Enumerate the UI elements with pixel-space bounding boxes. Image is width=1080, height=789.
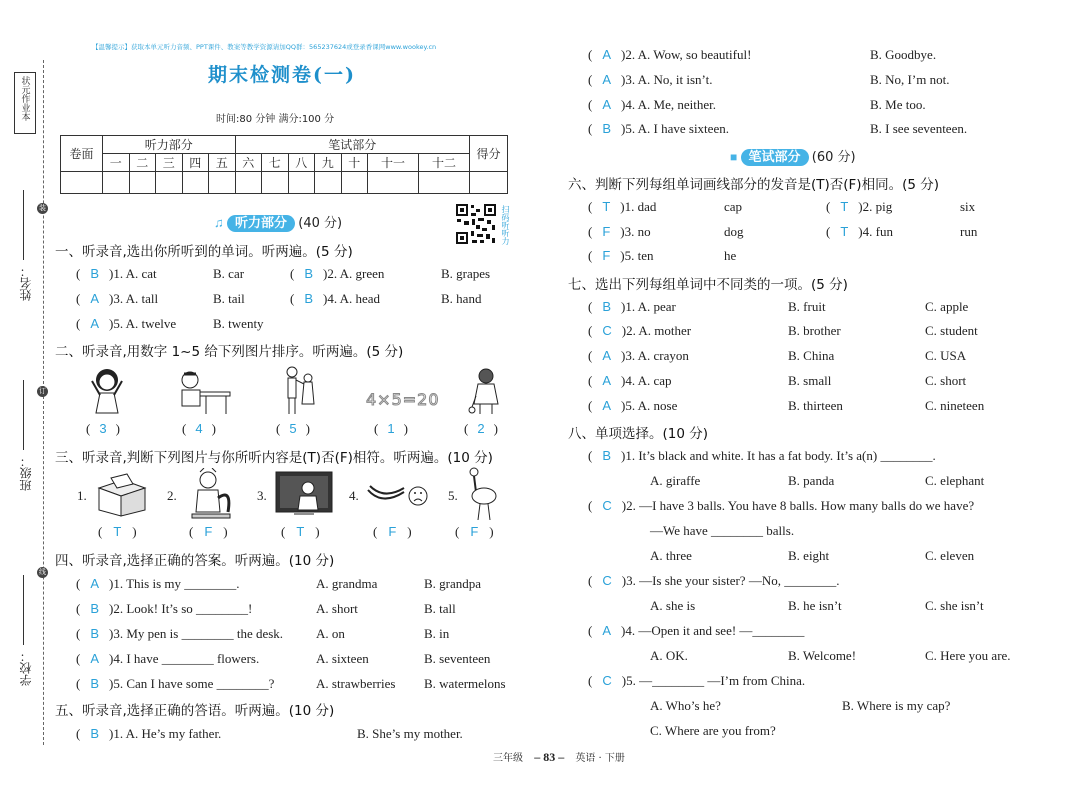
sec3-answer-1[interactable]: ( T ) bbox=[98, 524, 137, 539]
sec5-heading: 五、听录音,选择正确的答语。听两遍。(10 分) bbox=[55, 703, 335, 719]
answer: C bbox=[602, 573, 612, 588]
score-label-defen: 得分 bbox=[470, 136, 508, 172]
sec8-q4-c: C. Here you are. bbox=[925, 648, 1011, 663]
score-col: 七 bbox=[262, 154, 289, 172]
sec8-q4[interactable]: ( A )4. —Open it and see! —________ bbox=[588, 623, 805, 638]
sec8-q3-b: B. he isn’t bbox=[788, 598, 842, 613]
answer: T bbox=[296, 524, 305, 539]
sec4-q3-b: B. in bbox=[424, 626, 450, 641]
answer: A bbox=[90, 576, 100, 591]
sec2-answer-2[interactable]: ( 4 ) bbox=[182, 421, 216, 436]
sec7-q2-b: B. brother bbox=[788, 323, 841, 338]
score-cell[interactable] bbox=[235, 172, 262, 194]
question-text: )1. A. pear bbox=[621, 299, 676, 314]
box-image bbox=[93, 470, 149, 518]
question-text: )4. —Open it and see! —________ bbox=[621, 623, 805, 638]
score-col: 三 bbox=[156, 154, 183, 172]
sec6-q4[interactable]: ( T )4. fun bbox=[826, 224, 893, 239]
cube-icon: ■ bbox=[730, 150, 738, 164]
answer: A bbox=[90, 291, 100, 306]
sec4-q5-a: A. strawberries bbox=[316, 676, 396, 691]
sec6-q3[interactable]: ( F )3. no bbox=[588, 224, 651, 239]
sec5-q3[interactable]: ( A )3. A. No, it isn’t. bbox=[588, 72, 713, 87]
sec4-q4-b: B. seventeen bbox=[424, 651, 491, 666]
sec4-q3-a: A. on bbox=[316, 626, 345, 641]
headphones-icon: ♫ bbox=[214, 215, 224, 230]
sec7-q3-b: B. China bbox=[788, 348, 835, 363]
teacher-blackboard-image bbox=[274, 470, 334, 516]
sec7-q5-c: C. nineteen bbox=[925, 398, 985, 413]
question-text: )5. Can I have some ________? bbox=[109, 676, 275, 691]
math-equation: 4×5=20 bbox=[366, 390, 440, 409]
sec8-q5-b: B. Where is my cap? bbox=[842, 698, 951, 713]
writing-part-title: 笔试部分 bbox=[741, 149, 809, 166]
sec6-q5[interactable]: ( F )5. ten bbox=[588, 248, 654, 263]
score-col: 一 bbox=[103, 154, 130, 172]
sec3-answer-2[interactable]: ( F ) bbox=[189, 524, 228, 539]
question-text: )3. My pen is ________ the desk. bbox=[109, 626, 284, 641]
name-label: 姓名： bbox=[19, 265, 33, 301]
answer: A bbox=[602, 398, 612, 413]
sec4-q5-b: B. watermelons bbox=[424, 676, 506, 691]
sec6-q3-w: dog bbox=[724, 224, 744, 239]
sec4-q2-b: B. tall bbox=[424, 601, 456, 616]
footer-grade: 三年级 bbox=[493, 753, 523, 764]
sec3-num-3: 3. bbox=[257, 488, 267, 503]
sec8-q1-a: A. giraffe bbox=[650, 473, 701, 488]
sec7-q3[interactable]: ( A )3. A. crayon bbox=[588, 348, 689, 363]
answer: T bbox=[113, 524, 122, 539]
sec7-q4-b: B. small bbox=[788, 373, 832, 388]
question-text: )3. A. tall bbox=[109, 291, 159, 306]
qr-code-icon[interactable] bbox=[455, 203, 497, 245]
answer: F bbox=[602, 224, 611, 239]
binding-line bbox=[43, 60, 44, 745]
answer: B bbox=[304, 291, 314, 306]
writing-part-badge bbox=[730, 146, 856, 165]
answer: B bbox=[90, 266, 100, 281]
writing-part-score: (60 分) bbox=[811, 150, 856, 165]
footer-subject: 英语 · 下册 bbox=[575, 753, 625, 764]
qr-caption: 扫码听听力 bbox=[501, 205, 510, 245]
question-text: )2. pig bbox=[858, 199, 893, 214]
question-text: )5. ten bbox=[620, 248, 654, 263]
sec7-q1[interactable]: ( B )1. A. pear bbox=[588, 299, 676, 314]
sec4-q1-b: B. grandpa bbox=[424, 576, 482, 591]
question-text: )4. A. cap bbox=[621, 373, 672, 388]
question-text: )4. A. Me, neither. bbox=[621, 97, 716, 112]
footer-page: – 83 – bbox=[534, 750, 565, 764]
sec2-answer-3[interactable]: ( 5 ) bbox=[276, 421, 310, 436]
sec4-q3[interactable]: ( B )3. My pen is ________ the desk. bbox=[76, 626, 284, 641]
question-text: )4. fun bbox=[858, 224, 893, 239]
answer: 3 bbox=[99, 421, 107, 436]
answer: A bbox=[602, 623, 612, 638]
answer: C bbox=[602, 323, 612, 338]
answer: A bbox=[90, 651, 100, 666]
sec5-q1-b: B. She’s my mother. bbox=[357, 726, 463, 741]
resource-tip: 【温馨提示】获取本单元听力音频、PPT课件、教案等教学资源请加QQ群：565237624或登录香课网www.wookey.cn bbox=[92, 43, 437, 51]
question-text: )1. A. He’s my father. bbox=[109, 726, 222, 741]
score-cell[interactable] bbox=[262, 172, 289, 194]
answer: F bbox=[470, 524, 479, 539]
score-table bbox=[60, 135, 508, 194]
sec8-q4-b: B. Welcome! bbox=[788, 648, 857, 663]
answer: B bbox=[602, 121, 612, 136]
score-cell[interactable] bbox=[288, 172, 315, 194]
question-text: )2. A. mother bbox=[621, 323, 692, 338]
sec5-q2[interactable]: ( A )2. A. Wow, so beautiful! bbox=[588, 47, 752, 62]
sec8-q2-b: B. eight bbox=[788, 548, 830, 563]
girl-with-flower-image bbox=[466, 366, 506, 416]
answer: B bbox=[90, 601, 100, 616]
question-text: )2. —I have 3 balls. You have 8 balls. How many balls do we have? bbox=[621, 498, 975, 513]
sec8-heading: 八、单项选择。(10 分) bbox=[568, 426, 709, 442]
score-col: 五 bbox=[209, 154, 236, 172]
page-title: 期末检测卷(一) bbox=[208, 64, 356, 86]
sec4-heading: 四、听录音,选择正确的答案。听两遍。(10 分) bbox=[55, 553, 335, 569]
answer: F bbox=[388, 524, 397, 539]
time-info: 时间:80 分钟 满分:100 分 bbox=[216, 114, 335, 125]
sec2-answer-5[interactable]: ( 2 ) bbox=[464, 421, 498, 436]
sec1-q4-b: B. hand bbox=[441, 291, 482, 306]
binding-dot-3: 线 bbox=[39, 568, 46, 576]
sec8-q5-a: A. Who’s he? bbox=[650, 698, 721, 713]
sec3-num-2: 2. bbox=[167, 488, 177, 503]
score-col: 九 bbox=[315, 154, 342, 172]
score-cell[interactable] bbox=[209, 172, 236, 194]
answer: C bbox=[602, 498, 612, 513]
footer bbox=[493, 749, 625, 765]
question-text: )1. This is my ________. bbox=[109, 576, 240, 591]
answer: B bbox=[304, 266, 314, 281]
answer: B bbox=[602, 299, 612, 314]
question-text: )4. A. head bbox=[323, 291, 381, 306]
sec7-q3-c: C. USA bbox=[925, 348, 967, 363]
ostrich-image bbox=[462, 466, 502, 522]
question-text: )1. A. cat bbox=[109, 266, 157, 281]
sec1-q3[interactable]: ( A )3. A. tall bbox=[76, 291, 159, 306]
sec8-q5-c: C. Where are you from? bbox=[650, 723, 776, 738]
book-label: 状元作业本 bbox=[19, 76, 30, 121]
score-label-juanmian: 卷面 bbox=[61, 136, 103, 172]
sec4-q4[interactable]: ( A )4. I have ________ flowers. bbox=[76, 651, 260, 666]
score-col: 六 bbox=[235, 154, 262, 172]
answer: A bbox=[90, 316, 100, 331]
score-label-writing: 笔试部分 bbox=[235, 136, 470, 154]
sec1-q1[interactable]: ( B )1. A. cat bbox=[76, 266, 157, 281]
class-field[interactable] bbox=[14, 380, 34, 500]
question-text: )5. A. twelve bbox=[109, 316, 177, 331]
answer: T bbox=[602, 199, 611, 214]
score-col: 二 bbox=[129, 154, 156, 172]
sec4-q5[interactable]: ( B )5. Can I have some ________? bbox=[76, 676, 275, 691]
answer: B bbox=[90, 676, 100, 691]
question-text: )4. I have ________ flowers. bbox=[109, 651, 260, 666]
school-field[interactable] bbox=[14, 575, 34, 695]
question-text: )5. A. nose bbox=[621, 398, 678, 413]
answer: A bbox=[602, 47, 612, 62]
sec3-num-5: 5. bbox=[448, 488, 458, 503]
sec2-heading: 二、听录音,用数字 1~5 给下列图片排序。听两遍。(5 分) bbox=[55, 344, 404, 360]
answer: A bbox=[602, 373, 612, 388]
score-cell[interactable] bbox=[341, 172, 368, 194]
bananas-sad-face-image bbox=[364, 478, 430, 512]
sec6-q5-w: he bbox=[724, 248, 737, 263]
sec7-q2-c: C. student bbox=[925, 323, 978, 338]
answer: A bbox=[602, 72, 612, 87]
answer: T bbox=[840, 224, 849, 239]
score-cell[interactable] bbox=[368, 172, 419, 194]
question-text: )3. A. crayon bbox=[621, 348, 689, 363]
sec8-q3-c: C. she isn’t bbox=[925, 598, 984, 613]
sec8-q2-c: C. eleven bbox=[925, 548, 975, 563]
question-text: )5. A. I have sixteen. bbox=[621, 121, 729, 136]
listening-part-badge bbox=[214, 212, 342, 231]
answer: B bbox=[602, 448, 612, 463]
sec7-q2[interactable]: ( C )2. A. mother bbox=[588, 323, 692, 338]
sec6-heading: 六、判断下列每组单词画线部分的发音是(T)否(F)相同。(5 分) bbox=[568, 177, 939, 193]
sec7-q1-c: C. apple bbox=[925, 299, 969, 314]
score-col: 十一 bbox=[368, 154, 419, 172]
class-label: 班级： bbox=[19, 455, 33, 491]
question-text: )3. —Is she your sister? —No, ________. bbox=[621, 573, 840, 588]
sec3-num-1: 1. bbox=[77, 488, 87, 503]
sec1-q5[interactable]: ( A )5. A. twelve bbox=[76, 316, 177, 331]
answer: 1 bbox=[387, 421, 395, 436]
sec7-q4[interactable]: ( A )4. A. cap bbox=[588, 373, 672, 388]
sec2-answer-4[interactable]: ( 1 ) bbox=[374, 421, 408, 436]
score-col: 八 bbox=[288, 154, 315, 172]
sec8-q1-c: C. elephant bbox=[925, 473, 985, 488]
girl-touching-head-image bbox=[82, 365, 132, 415]
sec5-q2-b: B. Goodbye. bbox=[870, 47, 937, 62]
sec7-q5[interactable]: ( A )5. A. nose bbox=[588, 398, 678, 413]
sec6-q2-w: six bbox=[960, 199, 976, 214]
sec7-q4-c: C. short bbox=[925, 373, 967, 388]
sec8-q3[interactable]: ( C )3. —Is she your sister? —No, ________. bbox=[588, 573, 840, 588]
binding-dot-1: 装 bbox=[39, 204, 46, 212]
sec3-answer-5[interactable]: ( F ) bbox=[455, 524, 494, 539]
question-text: )3. no bbox=[620, 224, 651, 239]
sec4-q2[interactable]: ( B )2. Look! It’s so ________! bbox=[76, 601, 253, 616]
sec4-q1-a: A. grandma bbox=[316, 576, 378, 591]
sec8-q5[interactable]: ( C )5. —________ —I’m from China. bbox=[588, 673, 806, 688]
sec8-q2[interactable]: ( C )2. —I have 3 balls. You have 8 balls. How many balls do we have? bbox=[588, 498, 975, 513]
answer: B bbox=[90, 626, 100, 641]
score-col: 十 bbox=[341, 154, 368, 172]
sec1-q3-b: B. tail bbox=[213, 291, 245, 306]
sec6-q2[interactable]: ( T )2. pig bbox=[826, 199, 893, 214]
answer: B bbox=[90, 726, 100, 741]
sec6-q1-w: cap bbox=[724, 199, 743, 214]
question-text: )3. A. No, it isn’t. bbox=[621, 72, 713, 87]
score-cell[interactable] bbox=[182, 172, 209, 194]
boy-at-desk-image bbox=[170, 368, 235, 416]
question-text: )1. dad bbox=[620, 199, 657, 214]
score-col: 四 bbox=[182, 154, 209, 172]
binding-dot-2: 订 bbox=[39, 387, 46, 395]
answer: F bbox=[602, 248, 611, 263]
score-cell[interactable] bbox=[418, 172, 469, 194]
score-col: 十二 bbox=[418, 154, 469, 172]
sec4-q4-a: A. sixteen bbox=[316, 651, 369, 666]
sec1-q1-b: B. car bbox=[213, 266, 245, 281]
score-cell[interactable] bbox=[156, 172, 183, 194]
animal-image bbox=[186, 468, 236, 520]
score-cell[interactable] bbox=[129, 172, 156, 194]
sec1-q2[interactable]: ( B )2. A. green bbox=[290, 266, 385, 281]
score-cell[interactable] bbox=[470, 172, 508, 194]
sec7-q1-b: B. fruit bbox=[788, 299, 826, 314]
sec3-answer-4[interactable]: ( F ) bbox=[373, 524, 412, 539]
name-field[interactable] bbox=[14, 190, 34, 310]
listening-part-score: (40 分) bbox=[298, 216, 343, 231]
sec5-q5-b: B. I see seventeen. bbox=[870, 121, 968, 136]
answer: F bbox=[204, 524, 213, 539]
sec8-q1[interactable]: ( B )1. It’s black and white. It has a fat body. It’s a(n) ________. bbox=[588, 448, 936, 463]
sec4-q2-a: A. short bbox=[316, 601, 358, 616]
sec1-heading: 一、听录音,选出你所听到的单词。听两遍。(5 分) bbox=[55, 244, 353, 260]
answer: A bbox=[602, 348, 612, 363]
answer: 4 bbox=[195, 421, 203, 436]
listening-part-title: 听力部分 bbox=[227, 215, 295, 232]
answer: 5 bbox=[289, 421, 297, 436]
sec8-q3-a: A. she is bbox=[650, 598, 696, 613]
question-text: )5. —________ —I’m from China. bbox=[621, 673, 806, 688]
score-cell[interactable] bbox=[61, 172, 103, 194]
sec3-heading: 三、听录音,判断下列图片与你所听内容是(T)否(F)相符。听两遍。(10 分) bbox=[55, 450, 493, 466]
sec8-q1-b: B. panda bbox=[788, 473, 835, 488]
question-text: )2. A. Wow, so beautiful! bbox=[621, 47, 752, 62]
answer: T bbox=[840, 199, 849, 214]
sec1-q4[interactable]: ( B )4. A. head bbox=[290, 291, 381, 306]
score-label-listening: 听力部分 bbox=[103, 136, 236, 154]
answer: 2 bbox=[477, 421, 485, 436]
sec6-q4-w: run bbox=[960, 224, 978, 239]
score-cell[interactable] bbox=[315, 172, 342, 194]
school-label: 学校： bbox=[19, 650, 33, 686]
sec4-q1[interactable]: ( A )1. This is my ________. bbox=[76, 576, 240, 591]
sec7-q5-b: B. thirteen bbox=[788, 398, 843, 413]
question-text: )1. It’s black and white. It has a fat body. It’s a(n) ________. bbox=[621, 448, 936, 463]
sec5-q4-b: B. Me too. bbox=[870, 97, 926, 112]
sec2-answer-1[interactable]: ( 3 ) bbox=[86, 421, 120, 436]
question-text: )2. Look! It’s so ________! bbox=[109, 601, 253, 616]
family-tall-image bbox=[280, 364, 320, 416]
sec1-q5-b: B. twenty bbox=[213, 316, 264, 331]
sec5-q3-b: B. No, I’m not. bbox=[870, 72, 950, 87]
sec7-heading: 七、选出下列每组单词中不同类的一项。(5 分) bbox=[568, 277, 848, 293]
sec8-q2-line2: —We have ________ balls. bbox=[650, 523, 795, 538]
sec5-q1[interactable]: ( B )1. A. He’s my father. bbox=[76, 726, 222, 741]
sec3-answer-3[interactable]: ( T ) bbox=[281, 524, 320, 539]
sec6-q1[interactable]: ( T )1. dad bbox=[588, 199, 657, 214]
question-text: )2. A. green bbox=[323, 266, 385, 281]
score-cell[interactable] bbox=[103, 172, 130, 194]
answer: C bbox=[602, 673, 612, 688]
answer: A bbox=[602, 97, 612, 112]
sec8-q4-a: A. OK. bbox=[650, 648, 688, 663]
sec1-q2-b: B. grapes bbox=[441, 266, 491, 281]
sec5-q4[interactable]: ( A )4. A. Me, neither. bbox=[588, 97, 716, 112]
sec5-q5[interactable]: ( B )5. A. I have sixteen. bbox=[588, 121, 729, 136]
sec8-q2-a: A. three bbox=[650, 548, 692, 563]
sec3-num-4: 4. bbox=[349, 488, 359, 503]
book-label-box bbox=[14, 72, 36, 134]
